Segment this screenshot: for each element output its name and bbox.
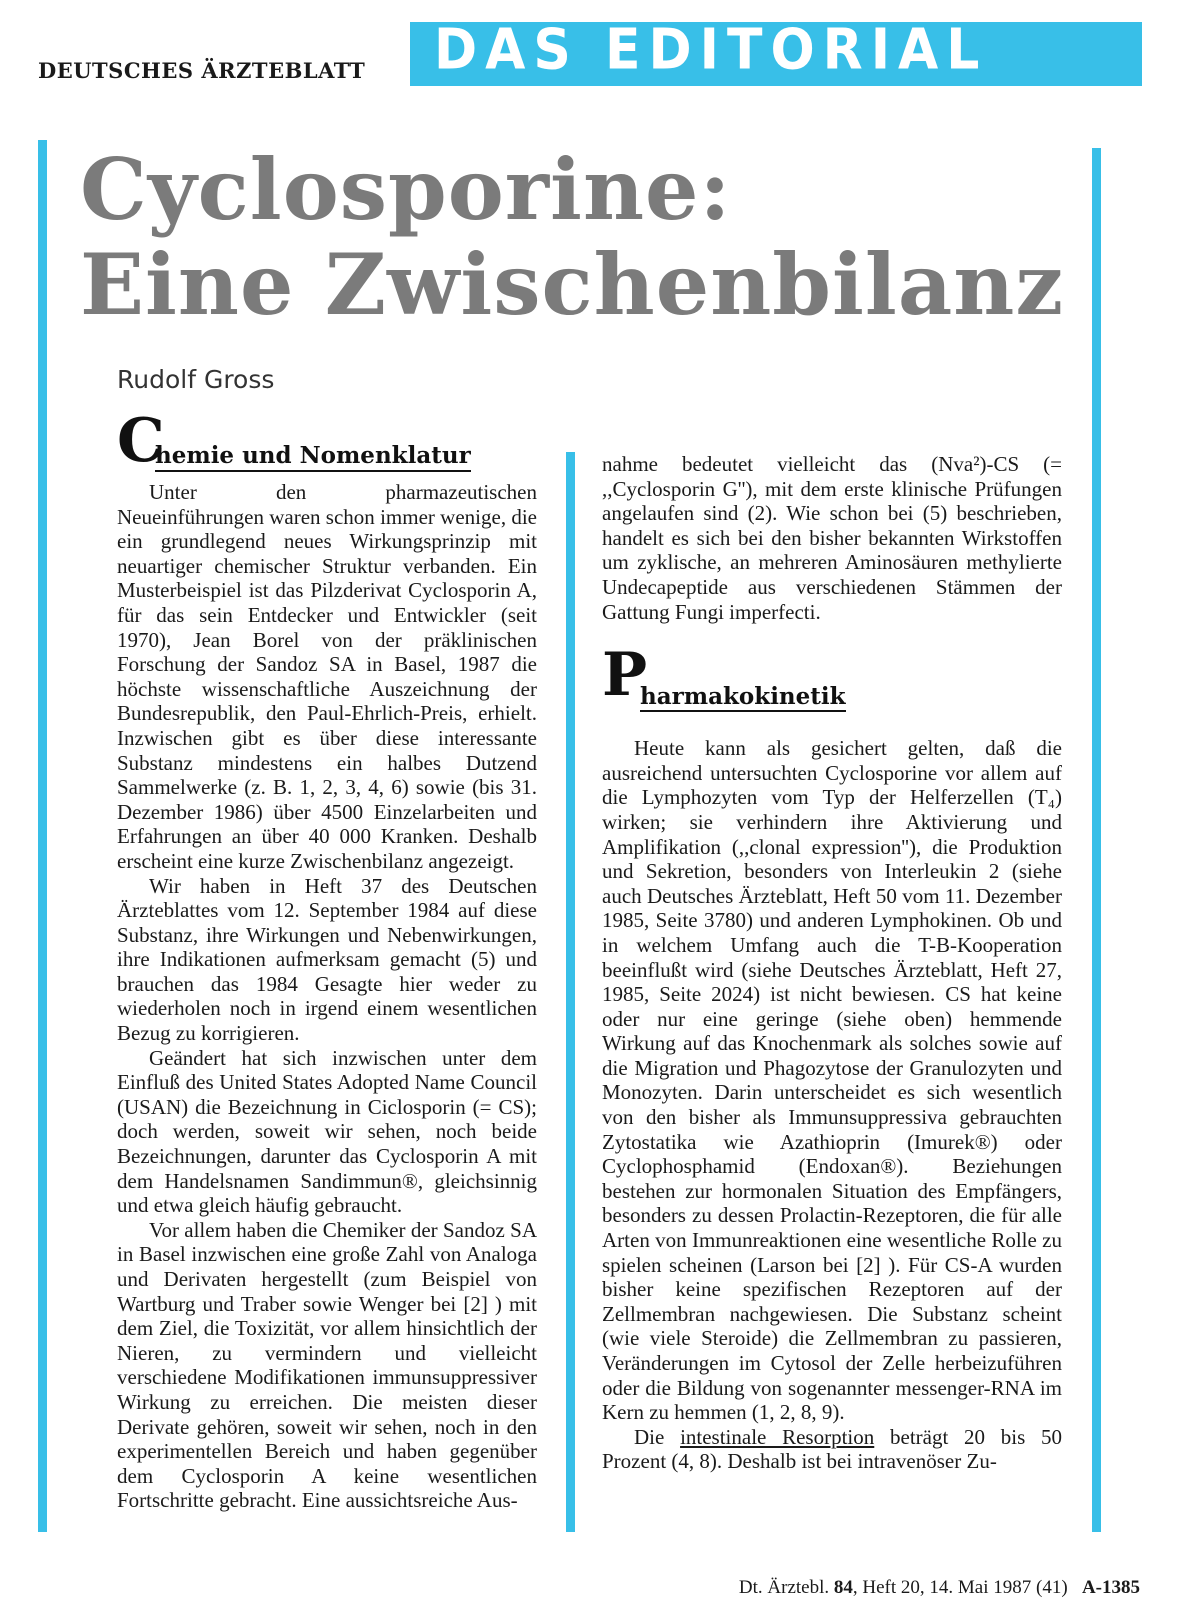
footer-page-number: A-1385 (1081, 1577, 1140, 1598)
paragraph: Unter den pharmazeutischen Neueinführungen waren schon immer wenige, die ein grundlegend neues Wirkungsprinzip mit neuartiger chemischer Struktur verbanden. Ein Musterbeispiel ist das Pilzderivat Cyclosporin A, für das sein Entdecker und Entwickler (seit 1970), Jean Borel von der präklinischen Forschung der Sandoz SA in Basel, 1987 die höchste wissenschaftliche Auszeichnung der Bundesrepublik, den Paul-Ehrlich-Preis, erhielt. Inzwischen gibt es über diese interessante Substanz mindestens ein halbes Dutzend Sammelwerke (z. B. 1, 2, 3, 4, 6) sowie (bis 31. Dezember 1986) über 4500 Einzelarbeiten und Erfahrungen an über 40 000 Kranken. Deshalb erscheint eine kurze Zwischenbilanz angezeigt. (117, 480, 537, 873)
text-run: beträgt 20 bis 50 Prozent (4, 8). Deshalb ist bei intravenöser Zu- (602, 1424, 1062, 1474)
paragraph: Vor allem haben die Chemiker der Sandoz SA in Basel inzwischen eine große Zahl von Analoga und Derivaten hergestellt (zum Beispiel von Wartburg und Traber sowie Wenger bei [2] ) mit dem Ziel, die Toxizität, vor allem hinsichtlich der Nieren, zu vermindern und vielleicht verschiedene Modifikationen immunsuppressiver Wirkung zu erreichen. Die meisten dieser Derivate gehören, soweit wir sehen, noch in den experimentellen Bereich und haben gegenüber dem Cyclosporin A keine wesentlichen Fortschritte gebracht. Eine aussichtsreiche Aus- (117, 1217, 537, 1513)
footer-issue: , Heft 20, 14. Mai 1987 (41) (852, 1577, 1068, 1598)
page-footer (739, 1577, 1140, 1599)
heading-text: hemie und Nomenklatur (155, 444, 471, 472)
paragraph: nahme bedeutet vielleicht das (Nva²)-CS (= ,,Cyclosporin G''), mit dem erste klinische Prüfungen angelaufen sind (2). Wie schon bei (5) beschrieben, handelt es sich bei den bisher bekannten Wirkstoffen um zyklische, an mehreren Aminosäuren methylierte Undecapeptide aus verschiedenen Stämmen der Gattung Fungi imperfecti. (602, 452, 1062, 624)
underlined-term: intestinale Resorption (680, 1424, 875, 1449)
author: Rudolf Gross (117, 365, 275, 394)
column-accent-bar (566, 452, 575, 1532)
right-column (602, 452, 1062, 1474)
banner-label: DAS EDITORIAL (434, 17, 988, 83)
heading-text: harmakokinetik (640, 685, 846, 713)
editorial-banner (410, 17, 1142, 86)
left-column (117, 406, 537, 1513)
title-line-1: Cyclosporine: (80, 140, 732, 239)
paragraph: Wir haben in Heft 37 des Deutschen Ärzteblattes vom 12. September 1984 auf diese Substanz, ihre Wirkungen und Nebenwirkungen, ihre Indikationen aufmerksam gemacht (5) und brauchen das 1984 Gesagte hier weder zu wiederholen noch in irgend einem wesentlichen Bezug zu korrigieren. (117, 873, 537, 1046)
section-heading-chemie (117, 406, 537, 480)
masthead: DEUTSCHES ÄRZTEBLATT (38, 58, 366, 83)
paragraph (602, 1425, 1062, 1474)
section-heading-pharmakokinetik (602, 640, 1062, 722)
drop-cap: P (602, 640, 648, 711)
right-accent-bar (1092, 148, 1101, 1532)
paragraph: Heute kann als gesichert gelten, daß die ausreichend untersuchten Cyclosporine vor allem auf die Lymphozyten vom Typ der Helferzellen (T₄) wirken; sie verhindern ihre Aktivierung und Amplifikation (,,clonal expression''), die Produktion und Sekretion, besonders von Interleukin 2 (siehe auch Deutsches Ärzteblatt, Heft 50 vom 11. Dezember 1985, Seite 3780) und anderen Lymphokinen. Ob und in welchem Umfang auch die T-B-Kooperation beeinflußt wird (siehe Deutsches Ärzteblatt, Heft 27, 1985, Seite 2024) ist nicht bewiesen. CS hat keine oder nur eine geringe (siehe oben) hemmende Wirkung auf das Knochenmark als solches sowie auf die Migration und Phagozytose der Granulozyten und Monozyten. Darin unterscheidet es sich wesentlich von den bisher als Immunsuppressiva gebrauchten Zytostatika wie Azathioprin (Imurek®) oder Cyclophosphamid (Endoxan®). Beziehungen bestehen zur hormonalen Situation des Empfängers, besonders zu dessen Prolactin-Rezeptoren, die für alle Arten von Immunreaktionen eine wesentliche Rolle zu spielen scheinen (Larson bei [2] ). Für CS-A wurden bisher keine spezifischen Rezeptoren auf der Zellmembran nachgewiesen. Die Substanz scheint (wie viele Steroide) die Zellmembran zu passieren, Veränderungen im Cytosol der Zelle herbeizuführen oder die Bildung von sogenannter messenger-RNA im Kern zu hemmen (1, 2, 8, 9). (602, 736, 1062, 1425)
drop-cap: C (117, 406, 165, 476)
footer-volume: 84 (833, 1577, 853, 1598)
article-title (80, 142, 1064, 332)
title-line-2: Eine Zwischenbilanz (80, 235, 1065, 334)
paragraph: Geändert hat sich inzwischen unter dem Einfluß des United States Adopted Name Council (USAN) die Bezeichnung in Ciclosporin (= CS); doch werden, soweit wir sehen, noch beide Bezeichnungen, darunter das Cyclosporin A mit dem Handelsnamen Sandimmun®, gleichsinnig und etwa gleich häufig gebraucht. (117, 1045, 537, 1218)
text-run: Die (634, 1424, 665, 1449)
left-accent-bar (38, 140, 47, 1532)
footer-journal: Dt. Ärztebl. (738, 1577, 830, 1598)
